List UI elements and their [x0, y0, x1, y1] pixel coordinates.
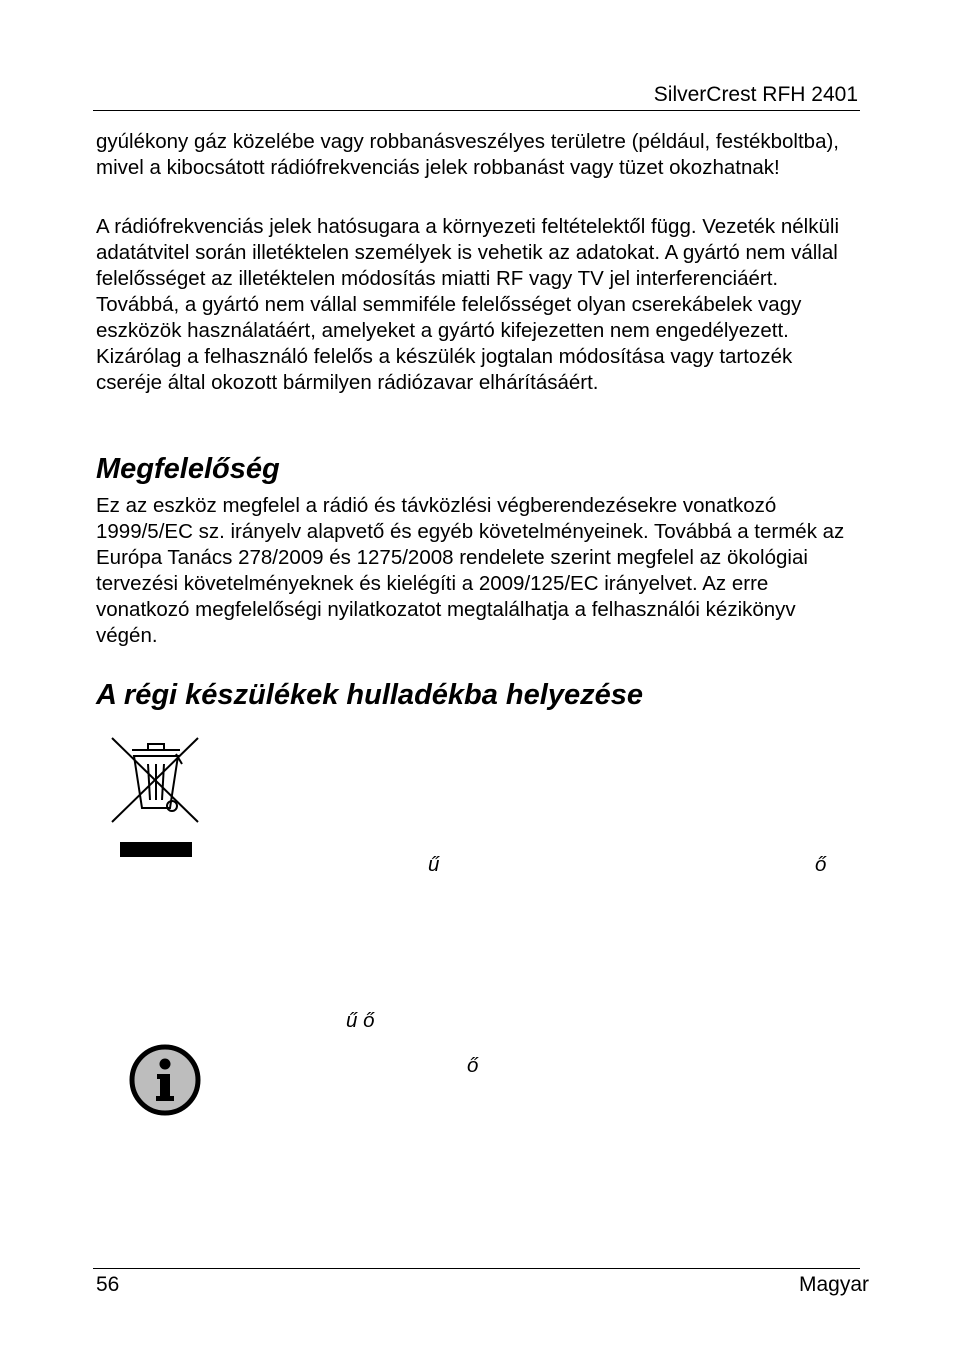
text-fragment: ő: [467, 1054, 479, 1077]
paragraph-2: A rádiófrekvenciás jelek hatósugara a környezeti feltételektől függ. Vezeték nélküli adatátvitel során illetéktelen személyek is vehetik az adatokat. A gyártó nem vállal felelősséget az illetéktelen módosítás miatti RF vagy TV jel interferenciáért. Továbbá, a gyártó nem vállal semmiféle felelősséget olyan cserekábelek vagy eszközök használatáért, amelyeket a gyártó kifejezetten nem engedélyezett. Kizárólag a felhasználó felelős a készülék jogtalan módosítása vagy tartozék cseréje által okozott bármilyen rádiózavar elhárításáért.: [96, 215, 839, 394]
paragraph-3: Ez az eszköz megfelel a rádió és távközlési végberendezésekre vonatkozó 1999/5/EC sz. irányelv alapvető és egyéb követelményeinek. Továbbá a termék az Európa Tanács 278/2009 és 1275/2008 rendelete szerint megfelel az ökológiai tervezési követelményeknek és kielégíti a 2009/125/EC irányelvet. Az erre vonatkozó megfelelőségi nyilatkozatot megtalálhatja a felhasználói kézikönyv végén.: [96, 494, 845, 647]
crossed-out-wheelie-bin-icon: [108, 734, 204, 864]
heading-conformity: Megfelelőség: [96, 453, 280, 485]
text-fragment: ű: [428, 853, 440, 876]
text-fragment: ű ő: [346, 1009, 375, 1032]
text-fragment: ő: [815, 853, 827, 876]
footer-rule: [93, 1268, 860, 1269]
footer-language: Magyar: [798, 1273, 869, 1296]
header-title: SilverCrest RFH 2401: [653, 83, 858, 106]
header-rule: [93, 110, 860, 111]
paragraph-1: gyúlékony gáz közelébe vagy robbanásveszélyes területre (például, festékboltba), mivel a kibocsátott rádiófrekvenciás jelek robbanást vagy tüzet okozhatnak!: [96, 130, 839, 179]
heading-disposal: A régi készülékek hulladékba helyezése: [96, 679, 643, 711]
info-icon: [127, 1042, 203, 1118]
page-number: 56: [96, 1273, 120, 1296]
